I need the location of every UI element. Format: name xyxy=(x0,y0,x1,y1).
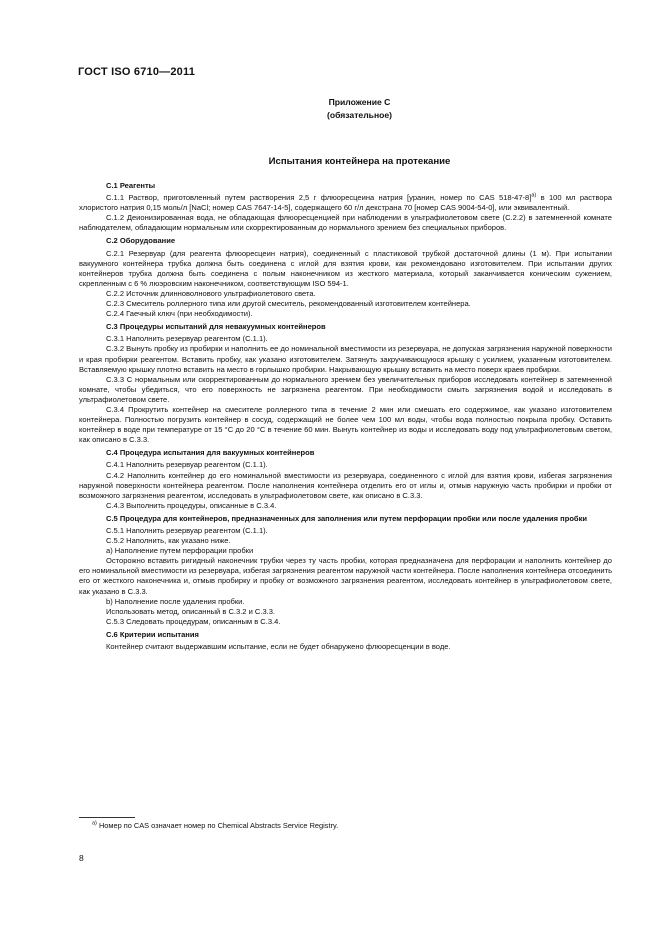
item-a-heading: а) Наполнение путем перфорации пробки xyxy=(106,546,254,556)
section-heading-c2: С.2 Оборудование xyxy=(106,236,176,246)
paragraph-c2-2: С.2.2 Источник длинноволнового ультрафиолетового света. xyxy=(106,288,316,298)
item-b-heading: b) Наполнение после удаления пробки. xyxy=(106,596,245,606)
paragraph-c5-2: С.5.2 Наполнить, как указано ниже. xyxy=(106,536,231,546)
paragraph-c2-3: С.2.3 Смеситель роллерного типа или другой смеситель, рекомендованный изготовителем контейнера. xyxy=(106,299,471,309)
paragraph-c6-1: Контейнер считают выдержавшим испытание, если не будет обнаружено флюоресценции в воде. xyxy=(106,642,451,652)
paragraph-c2-4: С.2.4 Гаечный ключ (при необходимости). xyxy=(106,309,253,319)
footnote-divider xyxy=(79,817,135,818)
document-header: ГОСТ ISO 6710—2011 xyxy=(78,66,196,78)
paragraph-c3-1: С.3.1 Наполнить резервуар реагентом (С.1.1). xyxy=(106,334,268,344)
footnote-mark: а) xyxy=(92,820,97,827)
section-heading-c4: С.4 Процедура испытания для вакуумных контейнеров xyxy=(106,448,315,458)
paragraph-c4-3: С.4.3 Выполнить процедуры, описанные в С.3.4. xyxy=(106,500,277,510)
paragraph-c3-4: С.3.4 Прокрутить контейнер на смесителе роллерного типа в течение 2 мин или смешать его содержимое, как указано изготовителем контейнера. Полностью погрузить контейнер в сосуд, содержащий не более чем 100 мл воды, чтобы вода полностью покрыла пробку. Оставить контейнер в воде при температуре от 15 °С до 20 °С в течение 60 мин. Вынуть контейнер из воды и исследовать воду под ультрафиолетовым светом, как описано в С.3.3. xyxy=(79,404,612,445)
section-heading-c1: С.1 Реагенты xyxy=(106,181,156,190)
paragraph-c1-1: С.1.1 Раствор, приготовленный путем растворения 2,5 г флюоресцеина натрия [уранин, номер по CAS 518-47-8]$^{а)}$ в 100 мл раствора хлористого натрия 0,15 моль/л [NaCl; номер CAS 7647-14-5], содержащего 60 г/л декстрана 70 [номер CAS 9004-54-0], или эквивалентный. xyxy=(79,192,612,213)
paragraph-c4-1: С.4.1 Наполнить резервуар реагентом (С.1.1). xyxy=(106,460,268,470)
paragraph-c4-2: С.4.2 Наполнить контейнер до его номинальной вместимости из резервуара, соединенного с иглой для взятия крови, избегая загрязнения наружной поверхности контейнера реагентом. После наполнения контейнера отделить его от иглы и, отмыв наружную часть пробирки и пробки от возможного загрязнения реагентом, исследовать в ультрафиолетовом свете, как описано в С.3.3. xyxy=(79,470,612,500)
page-number: 8 xyxy=(79,853,84,863)
footnote-text: Номер по CAS означает номер по Chemical Abstracts Service Registry. xyxy=(96,821,339,830)
annex-status: (обязательное) xyxy=(326,110,393,120)
document-body xyxy=(79,181,612,652)
paragraph-c3-3: С.3.3 С нормальным или скорректированным до нормального зрением без увеличительных приборов исследовать контейнер в затемненной комнате, чтобы убедиться, что его поверхность не загрязнена реагентом. При необходимости смыть загрязнения водой и исследовать в ультрафиолетовом свете. xyxy=(79,374,612,404)
footnote xyxy=(92,821,338,830)
section-heading-c5: С.5 Процедура для контейнеров, предназначенных для заполнения или путем перфорации пробки или после удаления пробки xyxy=(106,513,588,523)
paragraph-c3-2: С.3.2 Вынуть пробку из пробирки и наполнить ее до номинальной вместимости из резервуара, не допуская загрязнения наружной поверхности и края пробирки реагентом. Вставить пробку, как указано изготовителем. Затянуть закручивающуюся крышку с усилием, указанным изготовителем. Вставляемую крышку плотно вставить на место в горлышко пробирки. Накрывающую крышку вставить на место поверх краев пробирки. xyxy=(79,344,612,374)
section-heading-c3: С.3 Процедуры испытаний для невакуумных контейнеров xyxy=(106,322,326,332)
item-a-text: Осторожно вставить ригидный наконечник трубки через ту часть пробки, которая предназначена для перфорации и наполнить контейнер до его номинальной вместимости из резервуара, избегая загрязнения реагентом наружной части контейнера. После наполнения контейнера отсоединить его от жесткого наконечника и, отмыв пробирку и пробку от возможного загрязнения реагентом, исследовать контейнер в ультрафиолетовом свете, как указано в С.3.3. xyxy=(79,556,612,596)
annex-title: Испытания контейнера на протекание xyxy=(268,156,451,167)
item-b-text: Использовать метод, описанный в С.3.2 и С.3.3. xyxy=(106,606,276,616)
paragraph-c5-1: С.5.1 Наполнить резервуар реагентом (С.1.1). xyxy=(106,526,268,535)
paragraph-c5-3: С.5.3 Следовать процедурам, описанным в С.3.4. xyxy=(106,616,281,626)
section-heading-c6: С.6 Критерии испытания xyxy=(106,629,199,639)
annex-label: Приложение С xyxy=(328,97,391,107)
paragraph-c1-2: С.1.2 Деионизированная вода, не обладающая флюоресценцией при наблюдении в ультрафиолетовом свете (С.2.2) в затемненной комнате наблюдателем, обладающим нормальным или скорректированным до нормального зрением без специальных приборов. xyxy=(79,213,612,233)
paragraph-c2-1: С.2.1 Резервуар (для реагента флюоресцеин натрия), соединенный с пластиковой трубкой достаточной длины (1 м). При испытании вакуумного контейнера трубка должна быть соединена с иглой для взятия крови, как рекомендовано изготовителем. При испытании других контейнеров трубка должна быть соединена с полым наконечником из жесткого материала, который заканчивается коническим сужением, скрепленным с 6 % люэровским наконечником, соответствующим ISO 594-1. xyxy=(79,248,612,288)
